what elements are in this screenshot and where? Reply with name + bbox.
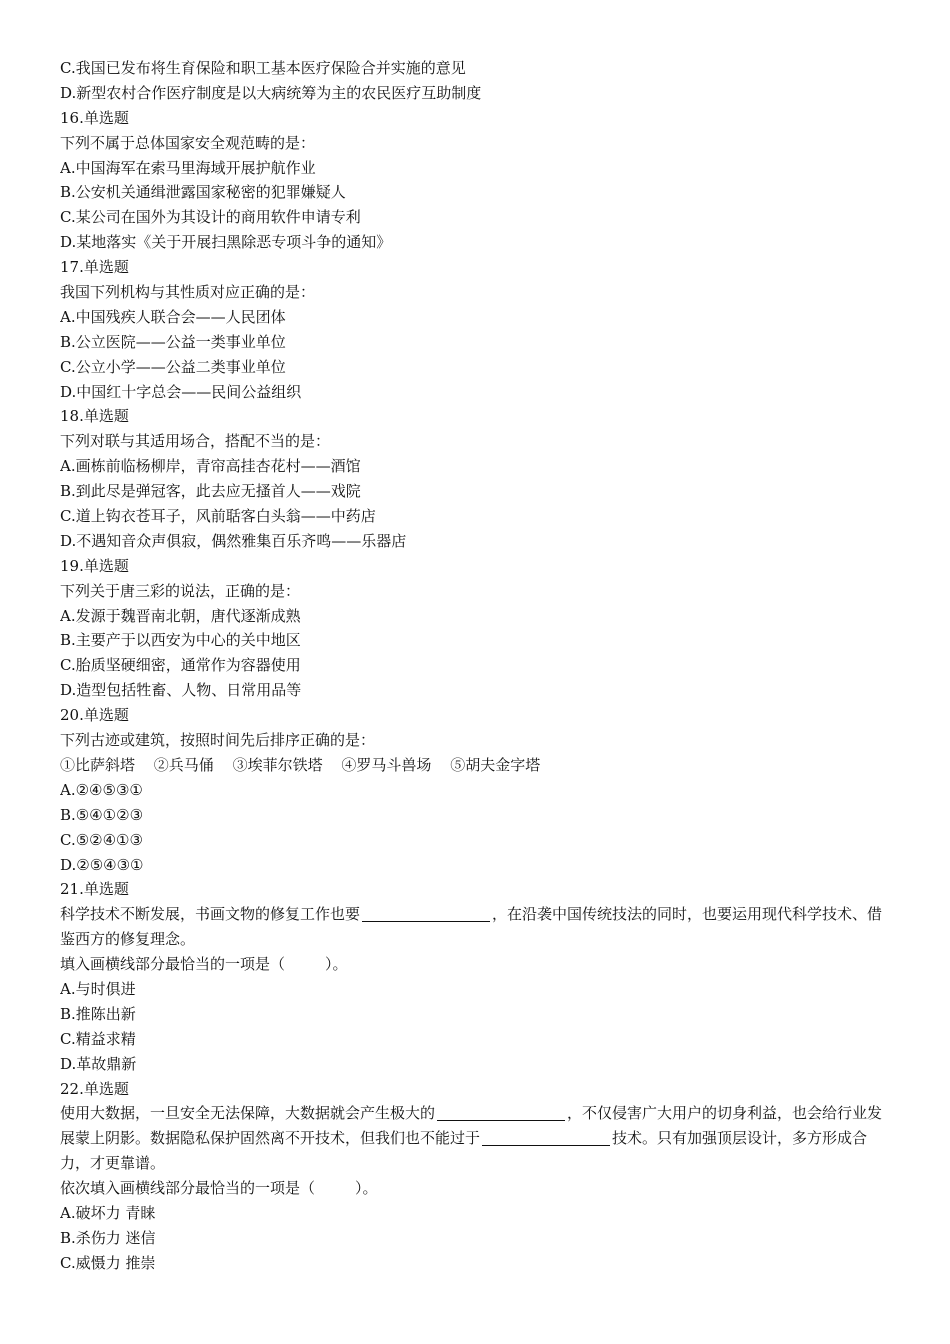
question-22-heading: 22.单选题: [60, 1079, 129, 1098]
question-16-heading: 16.单选题: [60, 108, 129, 127]
question-17-heading: 17.单选题: [60, 258, 129, 277]
question-21-stem: [60, 902, 890, 952]
question-19-option-a: A.发源于魏晋南北朝，唐代逐渐成熟: [60, 606, 301, 625]
question-21-heading: 21.单选题: [60, 880, 129, 899]
stem-text: ，在沿袭中国传统技法的同时，也要运用现代科学技术、借鉴西方的修复理念。: [60, 905, 883, 949]
question-22-option-a: A.破坏力 青睐: [60, 1204, 156, 1223]
question-16-stem: 下列不属于总体国家安全观范畴的是：: [60, 133, 316, 152]
question-22-option-c: C.威慑力 推崇: [60, 1253, 156, 1272]
question-20-option-c: C.⑤②④①③: [60, 830, 143, 849]
question-22-prompt: [60, 1176, 890, 1201]
list-item: ④罗马斗兽场: [341, 755, 432, 774]
question-22-stem: [60, 1101, 890, 1176]
question-20-option-a: A.②④⑤③①: [60, 780, 143, 799]
question-16-option-a: A.中国海军在索马里海域开展护航作业: [60, 158, 316, 177]
question-19-option-b: B.主要产于以西安为中心的关中地区: [60, 631, 301, 650]
question-18-option-c: C.道上钩衣苍耳子，风前聒客白头翁——中药店: [60, 507, 376, 526]
list-item: ②兵马俑: [153, 755, 214, 774]
question-19-option-d: D.造型包括牲畜、人物、日常用品等: [60, 681, 302, 700]
question-19-heading: 19.单选题: [60, 556, 129, 575]
list-item: ③埃菲尔铁塔: [232, 755, 323, 774]
question-20-stem: 下列古迹或建筑，按照时间先后排序正确的是：: [60, 731, 376, 750]
question-18-option-b: B.到此尽是弹冠客，此去应无搔首人——戏院: [60, 482, 361, 501]
question-20-option-d: D.②⑤④③①: [60, 855, 144, 874]
fill-blank: [437, 1104, 565, 1121]
list-item: ①比萨斜塔: [60, 755, 136, 774]
option-line: D.新型农村合作医疗制度是以大病统筹为主的农民医疗互助制度: [60, 83, 482, 102]
stem-text: ，不仅侵害广大用户的切身利益，也会给行业发展蒙上阴影。数据隐私保护固然离不开技术，但我们也不能过于: [60, 1104, 883, 1148]
question-18-option-a: A.画栋前临杨柳岸，青帘高挂杏花村——酒馆: [60, 457, 361, 476]
question-16-option-d: D.某地落实《关于开展扫黑除恶专项斗争的通知》: [60, 233, 392, 252]
question-18-heading: 18.单选题: [60, 407, 129, 426]
option-line: C.我国已发布将生育保险和职工基本医疗保险合并实施的意见: [60, 59, 466, 77]
stem-text: 技术。只有加强顶层设计，多方形成合力，才更靠谱。: [60, 1129, 868, 1173]
document-page: [60, 56, 890, 1276]
question-21-option-d: D.革故鼎新: [60, 1054, 137, 1073]
question-17-stem: 我国下列机构与其性质对应正确的是：: [60, 283, 316, 302]
question-18-stem: 下列对联与其适用场合，搭配不当的是：: [60, 432, 331, 451]
question-21-option-b: B.推陈出新: [60, 1004, 136, 1023]
question-22-option-b: B.杀伤力 迷信: [60, 1228, 156, 1247]
question-21-option-c: C.精益求精: [60, 1029, 136, 1048]
question-19-stem: 下列关于唐三彩的说法，正确的是：: [60, 581, 301, 600]
prompt-text: ）。: [325, 955, 348, 974]
question-19-option-c: C.胎质坚硬细密，通常作为容器使用: [60, 656, 301, 675]
fill-blank: [482, 1129, 610, 1146]
question-20-items: [60, 753, 890, 778]
question-18-option-d: D.不遇知音众声俱寂，偶然雅集百乐齐鸣——乐器店: [60, 531, 407, 550]
prompt-text: ）。: [355, 1179, 378, 1198]
question-17-option-d: D.中国红十字总会——民间公益组织: [60, 382, 302, 401]
list-item: ⑤胡夫金字塔: [450, 755, 541, 774]
prompt-text: 填入画横线部分最恰当的一项是（: [60, 955, 286, 974]
question-20-option-b: B.⑤④①②③: [60, 805, 144, 824]
question-21-option-a: A.与时俱进: [60, 979, 136, 998]
question-17-option-c: C.公立小学——公益二类事业单位: [60, 357, 286, 376]
question-17-option-b: B.公立医院——公益一类事业单位: [60, 332, 286, 351]
stem-text: 科学技术不断发展，书画文物的修复工作也要: [60, 905, 361, 924]
fill-blank: [362, 905, 490, 922]
question-21-prompt: [60, 952, 890, 977]
question-17-option-a: A.中国残疾人联合会——人民团体: [60, 307, 286, 326]
prompt-text: 依次填入画横线部分最恰当的一项是（: [60, 1179, 316, 1198]
question-16-option-c: C.某公司在国外为其设计的商用软件申请专利: [60, 208, 361, 227]
stem-text: 使用大数据，一旦安全无法保障，大数据就会产生极大的: [60, 1104, 436, 1123]
question-20-heading: 20.单选题: [60, 706, 129, 725]
question-16-option-b: B.公安机关通缉泄露国家秘密的犯罪嫌疑人: [60, 183, 346, 202]
